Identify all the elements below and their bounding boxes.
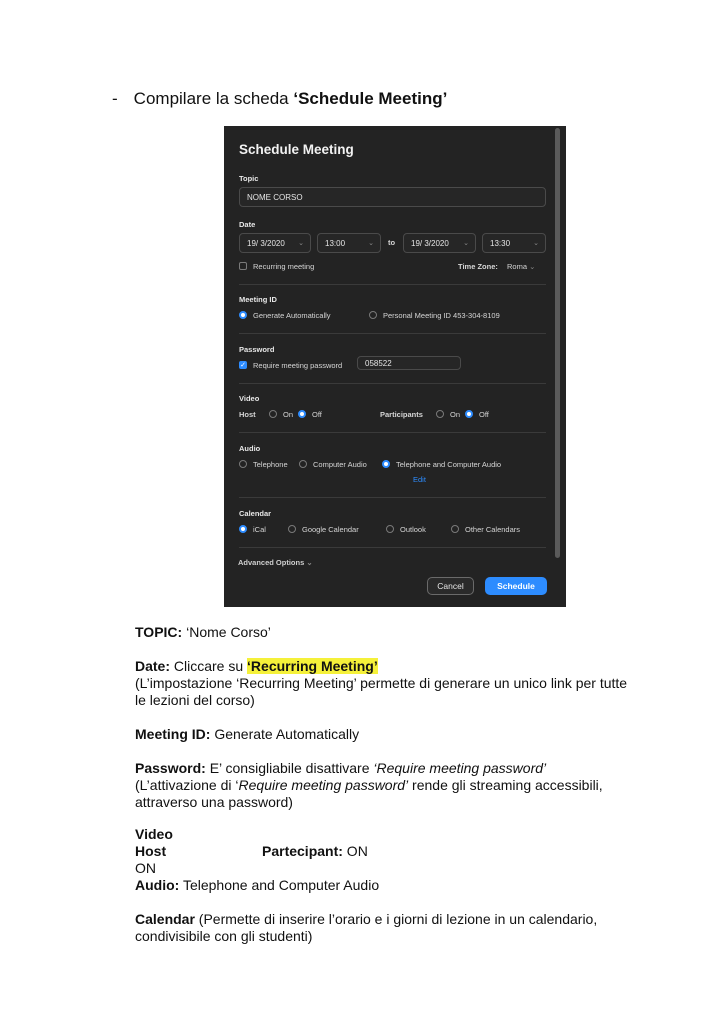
generate-automatically-label: Generate Automatically: [253, 311, 331, 320]
note-password-text: E’ consigliabile disattivare: [205, 760, 374, 776]
chevron-down-icon: ⌄: [368, 240, 374, 247]
note-date-highlight: ‘Recurring Meeting’: [247, 658, 378, 674]
recurring-meeting-checkbox[interactable]: [239, 262, 247, 270]
host-on-radio[interactable]: [269, 410, 277, 418]
cancel-button[interactable]: Cancel: [427, 577, 474, 595]
timezone-value: Roma: [507, 262, 528, 271]
note-date-line3: le lezioni del corso): [135, 692, 255, 708]
meeting-id-label: Meeting ID: [239, 295, 277, 304]
dialog-title: Schedule Meeting: [239, 142, 354, 157]
outlook-label: Outlook: [400, 525, 426, 534]
chevron-down-icon: ⌄: [306, 558, 313, 567]
note-audio-label: Audio:: [135, 877, 180, 893]
note-topic-label: TOPIC:: [135, 624, 183, 640]
computer-audio-label: Computer Audio: [313, 460, 367, 469]
end-date-picker[interactable]: [403, 233, 476, 253]
divider: [239, 497, 546, 498]
date-label: Date: [239, 220, 256, 229]
note-calendar-line2: condivisibile con gli studenti): [135, 928, 313, 944]
start-time-value: 13:00: [325, 238, 346, 248]
scrollbar[interactable]: [555, 128, 560, 558]
recurring-meeting-label: Recurring meeting: [253, 262, 315, 271]
telephone-label: Telephone: [253, 460, 288, 469]
topic-value: NOME CORSO: [247, 192, 303, 202]
section-heading: [112, 89, 447, 109]
require-password-checkbox[interactable]: ✓: [240, 362, 246, 369]
note-calendar-label: Calendar: [135, 911, 195, 927]
note-calendar-text: (Permette di inserire l’orario e i giorni di lezione in un calendario,: [194, 911, 598, 927]
other-calendars-radio[interactable]: [451, 525, 459, 533]
google-calendar-radio[interactable]: [288, 525, 296, 533]
participants-off-radio[interactable]: [465, 410, 473, 418]
note-participant-text: ON: [342, 843, 368, 859]
end-time-value: 13:30: [490, 238, 511, 248]
schedule-meeting-screenshot: [224, 126, 566, 607]
note-password-italic: ‘Require meeting password’: [373, 760, 547, 776]
audio-edit-link[interactable]: Edit: [413, 475, 426, 484]
chevron-down-icon: ⌄: [463, 240, 469, 247]
note-date: [135, 658, 627, 709]
password-label: Password: [239, 345, 275, 354]
telephone-and-computer-audio-radio[interactable]: [382, 460, 390, 468]
note-meeting-id-text: Generate Automatically: [210, 726, 360, 742]
note-password-line2a: (L’attivazione di ‘: [135, 777, 239, 793]
divider: [239, 432, 546, 433]
require-password-label: Require meeting password: [253, 361, 343, 370]
note-host-label: Host: [135, 843, 167, 859]
host-label: Host: [239, 410, 256, 419]
other-calendars-label: Other Calendars: [465, 525, 521, 534]
topic-input[interactable]: [239, 187, 546, 207]
divider: [239, 284, 546, 285]
heading-text: Compilare la scheda: [133, 89, 294, 108]
divider: [239, 383, 546, 384]
note-participant-label: Partecipant:: [262, 843, 343, 859]
note-audio: [135, 877, 379, 894]
calendar-label: Calendar: [239, 509, 272, 518]
schedule-button[interactable]: Schedule: [485, 577, 547, 595]
note-audio-text: Telephone and Computer Audio: [179, 877, 380, 893]
personal-meeting-id-label: Personal Meeting ID 453-304-8109: [383, 311, 500, 320]
host-off-radio[interactable]: [298, 410, 306, 418]
topic-label: Topic: [239, 174, 259, 183]
audio-label: Audio: [239, 444, 261, 453]
participants-label: Participants: [380, 410, 423, 419]
note-calendar: [135, 911, 597, 945]
bullet-dash: -: [112, 89, 118, 108]
host-off-label: Off: [312, 410, 322, 419]
participants-on-label: On: [450, 410, 461, 419]
to-label: to: [388, 238, 396, 247]
note-topic: [135, 624, 271, 641]
note-topic-text: ‘Nome Corso’: [182, 624, 271, 640]
timezone-select[interactable]: [507, 262, 535, 271]
divider: [239, 333, 546, 334]
note-meeting-id: [135, 726, 359, 743]
note-date-text: Cliccare su: [170, 658, 248, 674]
password-value: 058522: [365, 358, 392, 368]
note-date-label: Date:: [135, 658, 171, 674]
host-on-label: On: [283, 410, 294, 419]
note-password-label: Password:: [135, 760, 206, 776]
start-date-picker[interactable]: [239, 233, 311, 253]
note-password-line3: attraverso una password): [135, 794, 293, 810]
password-input[interactable]: [357, 356, 461, 370]
google-calendar-label: Google Calendar: [302, 525, 359, 534]
start-time-select[interactable]: [317, 233, 381, 253]
ical-label: iCal: [253, 525, 266, 534]
note-password-line2b: rende gli streaming accessibili,: [408, 777, 603, 793]
telephone-and-computer-audio-label: Telephone and Computer Audio: [396, 460, 502, 469]
start-date-value: 19/ 3/2020: [247, 238, 285, 248]
computer-audio-radio[interactable]: [299, 460, 307, 468]
generate-automatically-radio[interactable]: [239, 311, 247, 319]
chevron-down-icon: ⌄: [529, 262, 536, 271]
note-video-label: Video: [135, 826, 173, 842]
participants-off-label: Off: [479, 410, 489, 419]
note-video: [135, 826, 368, 876]
note-date-line2: (L’impostazione ‘Recurring Meeting’ permette di generare un unico link per tutte: [135, 675, 628, 691]
chevron-down-icon: ⌄: [533, 240, 539, 247]
end-date-value: 19/ 3/2020: [411, 238, 449, 248]
divider: [239, 547, 546, 548]
video-label: Video: [239, 394, 260, 403]
participants-on-radio[interactable]: [436, 410, 444, 418]
advanced-options-toggle[interactable]: [238, 558, 313, 567]
note-host-text: ON: [135, 860, 156, 876]
advanced-options-label: Advanced Options: [238, 558, 305, 567]
timezone-label: Time Zone:: [458, 262, 498, 271]
chevron-down-icon: ⌄: [298, 240, 304, 247]
end-time-select[interactable]: [482, 233, 546, 253]
telephone-radio[interactable]: [239, 460, 247, 468]
note-password: [135, 760, 603, 811]
note-meeting-id-label: Meeting ID:: [135, 726, 211, 742]
ical-radio[interactable]: [239, 525, 247, 533]
heading-bold: ‘Schedule Meeting’: [293, 89, 448, 108]
note-password-line2-italic: Require meeting password’: [238, 777, 409, 793]
personal-meeting-id-radio[interactable]: [369, 311, 377, 319]
outlook-radio[interactable]: [386, 525, 394, 533]
